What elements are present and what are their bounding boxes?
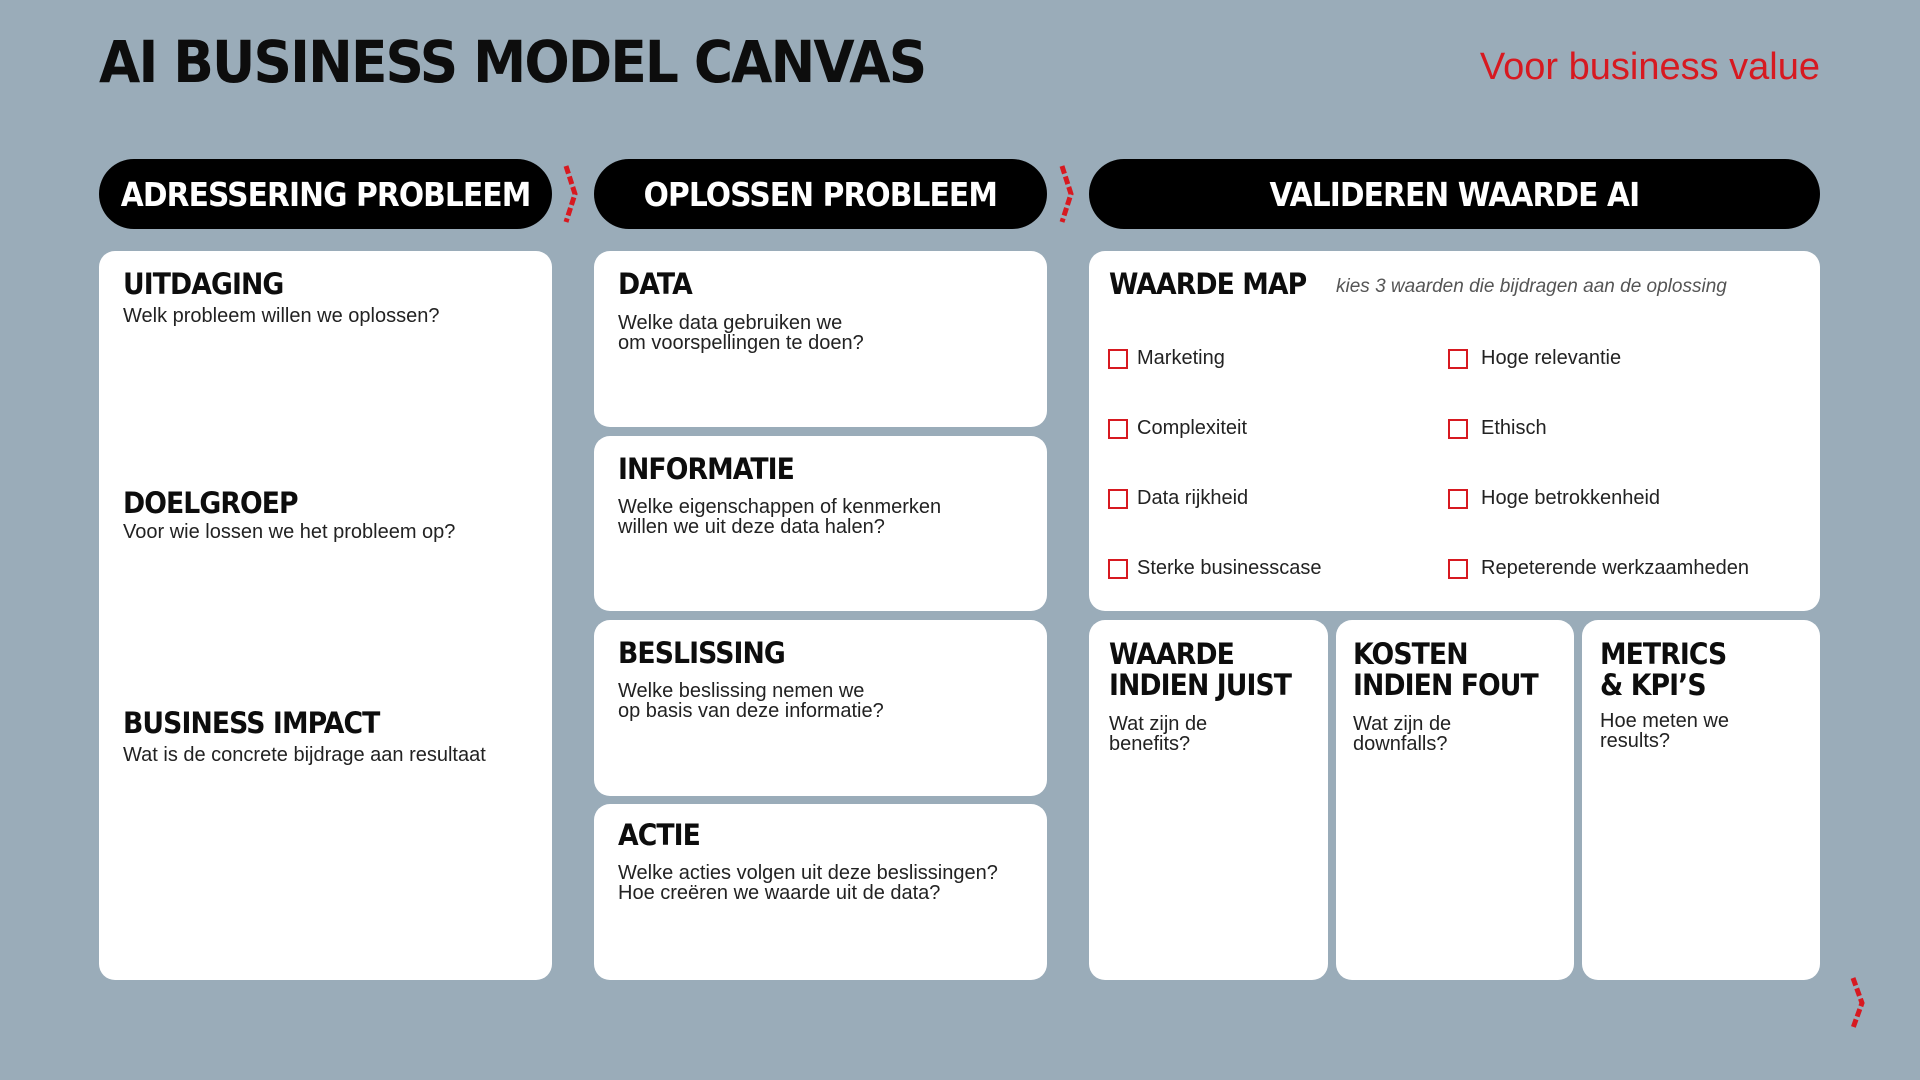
section-title-actie: ACTIE: [618, 818, 700, 852]
checkbox-icon[interactable]: [1108, 559, 1128, 579]
section-title-waarde-indien-juist-line2: INDIEN JUIST: [1109, 668, 1292, 702]
column-header-oplossen: [594, 159, 1047, 229]
chevron-right-icon: [1059, 164, 1077, 224]
checkbox-label: Complexiteit: [1137, 417, 1248, 439]
section-question-business-impact: Wat is de concrete bijdrage aan resultaat: [123, 744, 486, 766]
section-question-waarde-indien-juist-line2: benefits?: [1109, 733, 1191, 755]
section-question-data-line2: om voorspellingen te doen?: [618, 332, 864, 354]
checkbox-repeterende-werkzaamheden[interactable]: [1448, 557, 1749, 580]
checkbox-complexiteit[interactable]: [1108, 417, 1247, 440]
checkbox-label: Ethisch: [1481, 417, 1547, 439]
section-question-kosten-indien-fout: Wat zijn de: [1353, 713, 1452, 735]
checkbox-label: Data rijkheid: [1137, 487, 1249, 509]
checkbox-marketing[interactable]: [1108, 347, 1225, 370]
checkbox-label: Repeterende werkzaamheden: [1481, 557, 1749, 579]
section-title-uitdaging: UITDAGING: [123, 267, 284, 301]
checkbox-ethisch[interactable]: [1448, 417, 1547, 440]
page-title: AI BUSINESS MODEL CANVAS: [99, 28, 926, 96]
checkbox-data-rijkheid[interactable]: [1108, 487, 1248, 510]
checkbox-sterke-businesscase[interactable]: [1108, 557, 1322, 580]
section-title-waarde-indien-juist: WAARDE: [1109, 637, 1234, 671]
card-probleem: [99, 251, 552, 980]
section-title-informatie: INFORMATIE: [618, 452, 794, 486]
checkbox-hoge-relevantie[interactable]: [1448, 347, 1621, 370]
section-question-kosten-indien-fout-line2: downfalls?: [1353, 733, 1448, 755]
column-header-valideren: [1089, 159, 1820, 229]
column-header-label: ADRESSERING PROBLEEM: [120, 174, 531, 214]
checkbox-label: Marketing: [1137, 347, 1225, 369]
checkbox-hoge-betrokkenheid[interactable]: [1448, 487, 1660, 510]
section-question-beslissing-line2: op basis van deze informatie?: [618, 700, 884, 722]
section-question-uitdaging: Welk probleem willen we oplossen?: [123, 305, 440, 327]
section-question-doelgroep: Voor wie lossen we het probleem op?: [123, 521, 456, 543]
section-title-doelgroep: DOELGROEP: [123, 486, 298, 520]
section-question-metrics-kpis: Hoe meten we: [1600, 710, 1729, 732]
section-question-beslissing: Welke beslissing nemen we: [618, 680, 865, 702]
column-header-label: OPLOSSEN PROBLEEM: [643, 174, 998, 214]
section-question-actie: Welke acties volgen uit deze beslissingen?: [618, 862, 998, 884]
section-title-data: DATA: [618, 267, 692, 301]
section-question-data: Welke data gebruiken we: [618, 312, 843, 334]
checkbox-label: Hoge betrokkenheid: [1481, 487, 1661, 509]
checkbox-icon[interactable]: [1448, 349, 1468, 369]
checkbox-icon[interactable]: [1448, 559, 1468, 579]
section-question-informatie: Welke eigenschappen of kenmerken: [618, 496, 942, 518]
checkbox-icon[interactable]: [1108, 419, 1128, 439]
section-title-kosten-indien-fout: KOSTEN: [1353, 637, 1468, 671]
checkbox-icon[interactable]: [1448, 419, 1468, 439]
section-question-informatie-line2: willen we uit deze data halen?: [618, 516, 885, 538]
chevron-right-icon: [563, 164, 581, 224]
waarde-map-note: kies 3 waarden die bijdragen aan de oplossing: [1336, 276, 1727, 297]
section-title-beslissing: BESLISSING: [618, 636, 785, 670]
column-header-adressering: [99, 159, 552, 229]
column-header-label: VALIDEREN WAARDE AI: [1269, 174, 1640, 214]
checkbox-icon[interactable]: [1108, 349, 1128, 369]
section-title-kosten-indien-fout-line2: INDIEN FOUT: [1353, 668, 1538, 702]
section-title-metrics-kpis-line2: & KPI’S: [1600, 668, 1706, 702]
section-title-waarde-map: WAARDE MAP: [1109, 267, 1307, 301]
section-question-metrics-kpis-line2: results?: [1600, 730, 1671, 752]
page-subtitle: Voor business value: [1479, 46, 1820, 88]
checkbox-icon[interactable]: [1448, 489, 1468, 509]
checkbox-label: Sterke businesscase: [1137, 557, 1322, 579]
chevron-right-icon: [1850, 976, 1868, 1030]
checkbox-icon[interactable]: [1108, 489, 1128, 509]
section-question-actie-line2: Hoe creëren we waarde uit de data?: [618, 882, 941, 904]
checkbox-label: Hoge relevantie: [1481, 347, 1622, 369]
section-title-business-impact: BUSINESS IMPACT: [123, 706, 380, 740]
section-title-metrics-kpis: METRICS: [1600, 637, 1727, 671]
section-question-waarde-indien-juist: Wat zijn de: [1109, 713, 1208, 735]
